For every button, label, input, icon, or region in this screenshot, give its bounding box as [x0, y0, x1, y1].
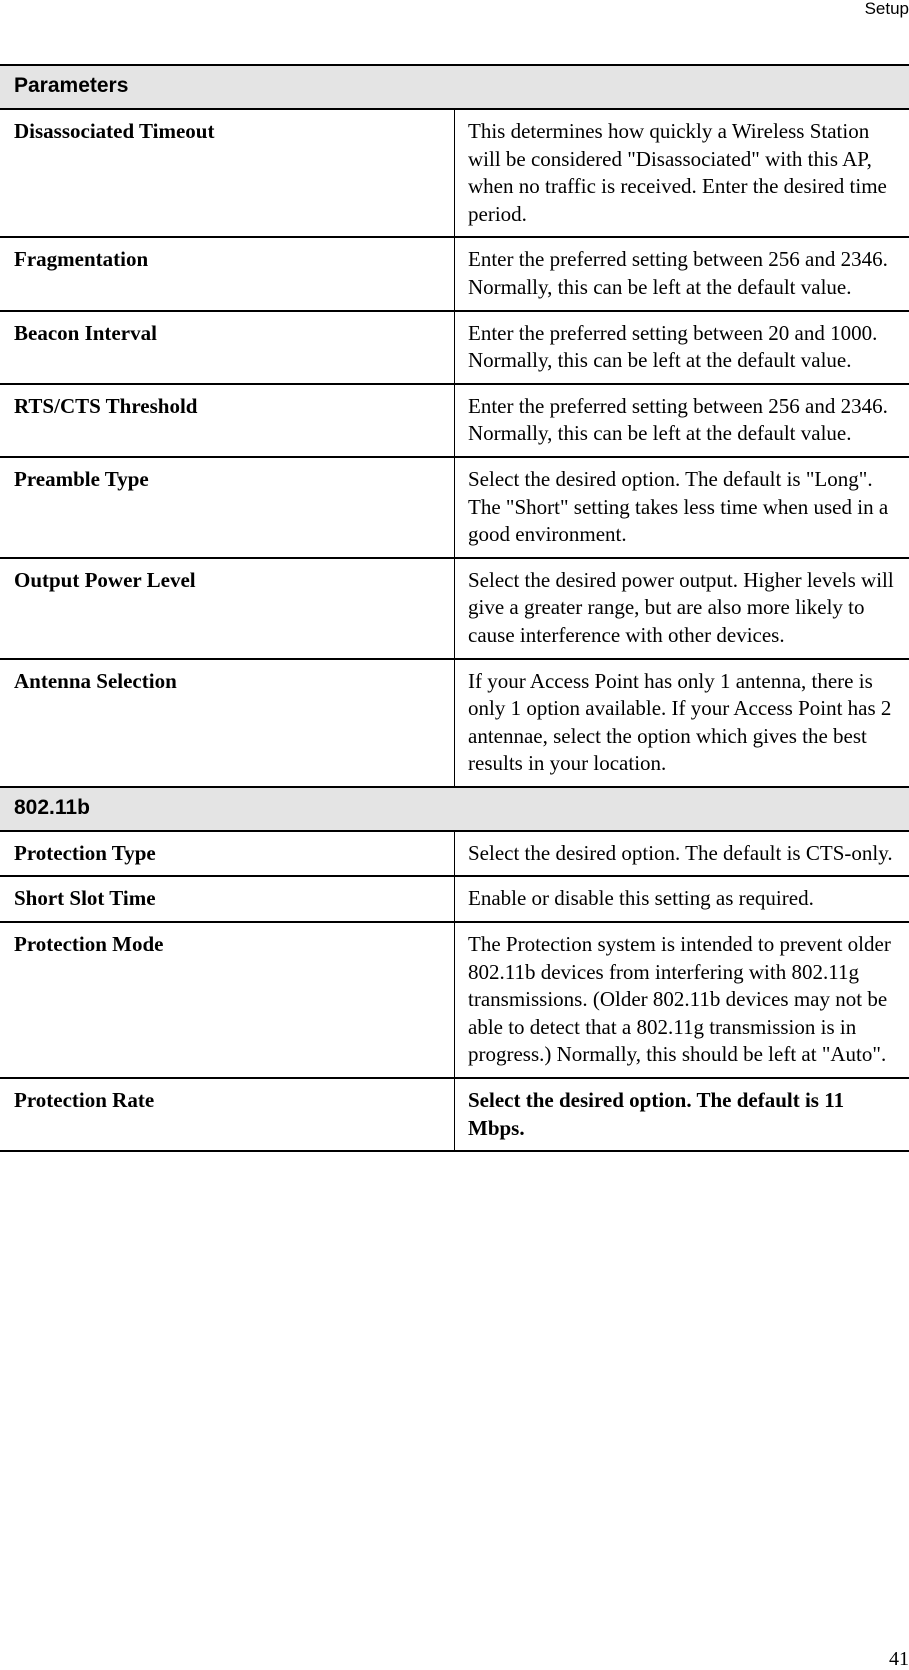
page-number: 41: [889, 1648, 909, 1670]
parameter-description: Select the desired power output. Higher levels will give a greater range, but are also more likely to cause interference with other devices.: [455, 558, 909, 659]
section-header-parameters: Parameters: [0, 65, 909, 109]
table-row: [0, 457, 909, 558]
table-row: [0, 659, 909, 787]
table-row: [0, 109, 909, 237]
section-header-802-11b: 802.11b: [0, 787, 909, 831]
parameter-name: RTS/CTS Threshold: [0, 384, 455, 457]
parameter-name: Protection Type: [0, 831, 455, 877]
parameter-description: The Protection system is intended to prevent older 802.11b devices from interfering with 802.11g transmissions. (Older 802.11b devices may not be able to detect that a 802.11g transmission is in progress.) Normally, this should be left at "Auto".: [455, 922, 909, 1078]
table-row: [0, 384, 909, 457]
parameter-name: Beacon Interval: [0, 311, 455, 384]
parameter-name: Antenna Selection: [0, 659, 455, 787]
parameter-description: Select the desired option. The default is "Long". The "Short" setting takes less time when used in a good environment.: [455, 457, 909, 558]
parameter-name: Output Power Level: [0, 558, 455, 659]
parameter-description: Enter the preferred setting between 20 and 1000. Normally, this can be left at the default value.: [455, 311, 909, 384]
parameters-table: [0, 64, 909, 1152]
table-row: [0, 876, 909, 922]
parameter-name: Preamble Type: [0, 457, 455, 558]
table-row: [0, 831, 909, 877]
parameter-description: If your Access Point has only 1 antenna, there is only 1 option available. If your Access Point has 2 antennae, select the option which gives the best results in your location.: [455, 659, 909, 787]
parameter-description: Select the desired option. The default is 11 Mbps.: [455, 1078, 909, 1151]
parameter-description: Enter the preferred setting between 256 and 2346. Normally, this can be left at the default value.: [455, 384, 909, 457]
table-row: [0, 237, 909, 310]
parameter-name: Disassociated Timeout: [0, 109, 455, 237]
table-row: [0, 1078, 909, 1151]
parameter-description: Select the desired option. The default is CTS-only.: [455, 831, 909, 877]
table-row: [0, 311, 909, 384]
parameter-description: Enter the preferred setting between 256 and 2346. Normally, this can be left at the default value.: [455, 237, 909, 310]
parameter-name: Short Slot Time: [0, 876, 455, 922]
section-header-row: [0, 65, 909, 109]
parameter-name: Fragmentation: [0, 237, 455, 310]
parameter-description: Enable or disable this setting as required.: [455, 876, 909, 922]
table-row: [0, 922, 909, 1078]
running-header: Setup: [864, 0, 909, 18]
table-row: [0, 558, 909, 659]
parameter-name: Protection Rate: [0, 1078, 455, 1151]
section-header-row: [0, 787, 909, 831]
parameter-name: Protection Mode: [0, 922, 455, 1078]
parameter-description: This determines how quickly a Wireless Station will be considered "Disassociated" with this AP, when no traffic is received. Enter the desired time period.: [455, 109, 909, 237]
